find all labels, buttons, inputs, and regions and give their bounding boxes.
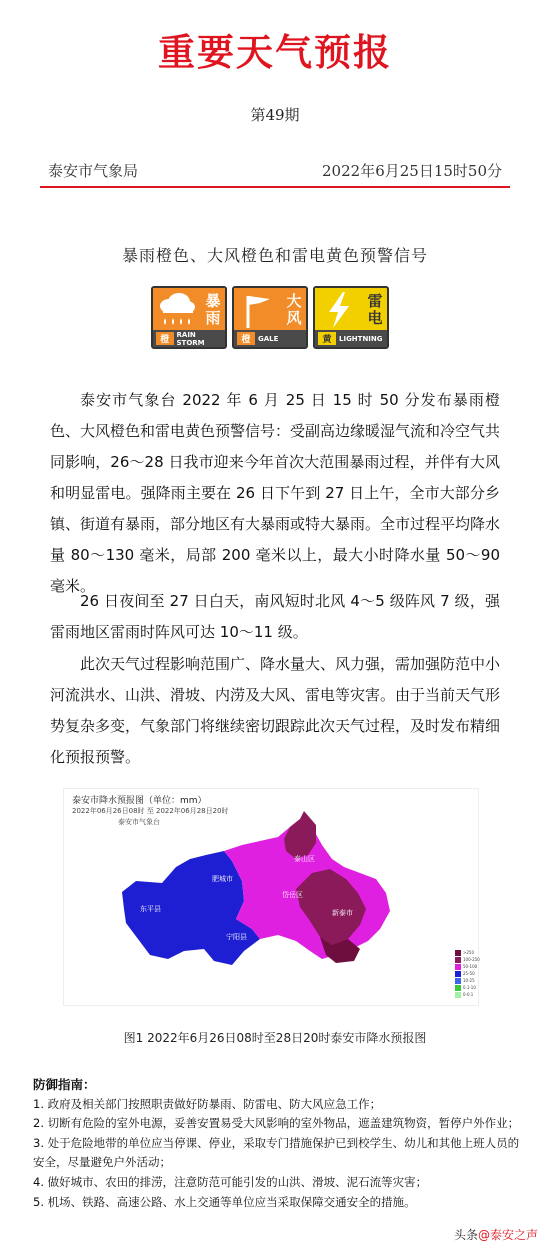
signal-char: 暴 <box>205 292 221 310</box>
body-paragraph-1: 泰安市气象台 2022 年 6 月 25 日 15 时 50 分发布暴雨橙色、大风橙色和雷电黄色预警信号：受副高边缘暖湿气流和冷空气共同影响，26～28 日我市迎来今年首次大范围暴雨过程，并伴有大风和明显雷电。强降雨主要在 26 日下午到 27 日上午，全市大部分乡镇、街道有暴雨，部分地区有大暴雨或特大暴雨。全市过程平均降水量 80～130 毫米，局部 200 毫米以上，最大小时降水量 50～90 毫米。 <box>50 391 501 595</box>
legend-entry <box>455 970 480 977</box>
signal-level: 橙 <box>237 332 255 345</box>
place-label: 新泰市 <box>332 909 353 917</box>
warning-signals <box>151 286 389 349</box>
legend-entry <box>455 991 480 998</box>
legend-entry <box>455 949 480 956</box>
source-watermark <box>450 1224 542 1245</box>
signal-en-label: RAIN STORM <box>176 330 205 347</box>
red-divider <box>40 186 510 188</box>
guide-item: 4. 做好城市、农田的排涝，注意防范可能引发的山洪、滑坡、泥石流等灾害； <box>33 1174 428 1189</box>
legend-label: 100-250 <box>463 957 480 962</box>
page-title: 重要天气预报 <box>158 30 392 74</box>
legend-entry <box>455 977 480 984</box>
place-label: 泰山区 <box>294 855 315 863</box>
signal-char: 雷 <box>367 292 383 310</box>
legend-entry <box>455 956 480 963</box>
legend-entry <box>455 963 480 970</box>
legend-swatch <box>455 992 461 998</box>
signal-en-label: LIGHTNING <box>339 334 383 343</box>
legend-label: 25-50 <box>463 971 475 976</box>
guide-item: 2. 切断有危险的室外电源，妥善安置易受大风影响的室外物品，遮盖建筑物资，暂停户外作业； <box>33 1116 520 1131</box>
place-label: 宁阳县 <box>226 933 247 941</box>
signal-level: 黄 <box>318 332 336 345</box>
legend-label: 10-25 <box>463 978 475 983</box>
place-label: 岱岳区 <box>282 891 303 899</box>
lightning-icon <box>315 288 363 332</box>
guide-item: 3. 处于危险地带的单位应当停课、停业，采取专门措施保护已到校学生、幼儿和其他上班人员的安全，尽量避免户外活动； <box>33 1135 520 1170</box>
gale-orange-signal <box>232 286 308 349</box>
guide-item: 1. 政府及相关部门按照职责做好防暴雨、防雷电、防大风应急工作； <box>33 1096 382 1111</box>
legend-label: >250 <box>463 950 474 955</box>
legend-label: 50-100 <box>463 964 478 969</box>
rain-cloud-icon <box>153 288 201 332</box>
map-title: 泰安市降水预报图（单位：mm） <box>72 796 207 806</box>
watermark-prefix: 头条 <box>453 1228 478 1242</box>
signal-char: 雨 <box>205 309 221 327</box>
lightning-yellow-signal <box>313 286 389 349</box>
map-regions <box>64 789 478 1005</box>
signal-level: 橙 <box>156 332 174 345</box>
place-label: 东平县 <box>140 905 161 913</box>
legend-swatch <box>455 985 461 991</box>
map-legend <box>455 949 480 998</box>
legend-label: 0.1-10 <box>463 985 476 990</box>
guide-heading: 防御指南： <box>33 1077 96 1092</box>
precipitation-forecast-map <box>63 788 479 1006</box>
issue-number: 第49期 <box>250 106 300 124</box>
legend-swatch <box>455 978 461 984</box>
body-paragraph-3: 此次天气过程影响范围广、降水量大、风力强，需加强防范中小河流洪水、山洪、滑坡、内涝及大风、雷电等灾害。由于当前天气形势复杂多变，气象部门将继续密切跟踪此次天气过程，及时发布精细化预报预警。 <box>50 655 501 766</box>
watermark-handle: @泰安之声 <box>477 1228 538 1242</box>
map-org: 泰安市气象台 <box>118 818 160 826</box>
defense-guide <box>33 1075 523 1212</box>
legend-swatch <box>455 971 461 977</box>
legend-swatch <box>455 957 461 963</box>
legend-swatch <box>455 950 461 956</box>
signal-char: 风 <box>286 309 302 327</box>
signal-en-label: GALE <box>258 334 279 343</box>
map-subtitle: 2022年06月26日08时 至 2022年06月28日20时 <box>72 807 229 815</box>
issue-datetime: 2022年6月25日15时50分 <box>322 162 502 180</box>
legend-entry <box>455 984 480 991</box>
legend-swatch <box>455 964 461 970</box>
agency-name: 泰安市气象局 <box>48 162 139 180</box>
body-paragraph-2: 26 日夜间至 27 日白天，南风短时北风 4～5 级阵风 7 级，强雷雨地区雷雨时阵风可达 10～11 级。 <box>50 592 500 641</box>
legend-label: 0-0.1 <box>463 992 474 997</box>
rainstorm-orange-signal <box>151 286 227 349</box>
meta-row <box>48 160 502 181</box>
signal-char: 电 <box>367 309 383 327</box>
wind-flag-icon <box>234 288 282 332</box>
signal-char: 大 <box>286 292 302 310</box>
warning-subheading: 暴雨橙色、大风橙色和雷电黄色预警信号 <box>121 246 428 265</box>
place-label: 肥城市 <box>212 875 233 883</box>
guide-item: 5. 机场、铁路、高速公路、水上交通等单位应当采取保障交通安全的措施。 <box>33 1194 416 1209</box>
figure-caption: 图1 2022年6月26日08时至28日20时泰安市降水预报图 <box>123 1031 427 1045</box>
